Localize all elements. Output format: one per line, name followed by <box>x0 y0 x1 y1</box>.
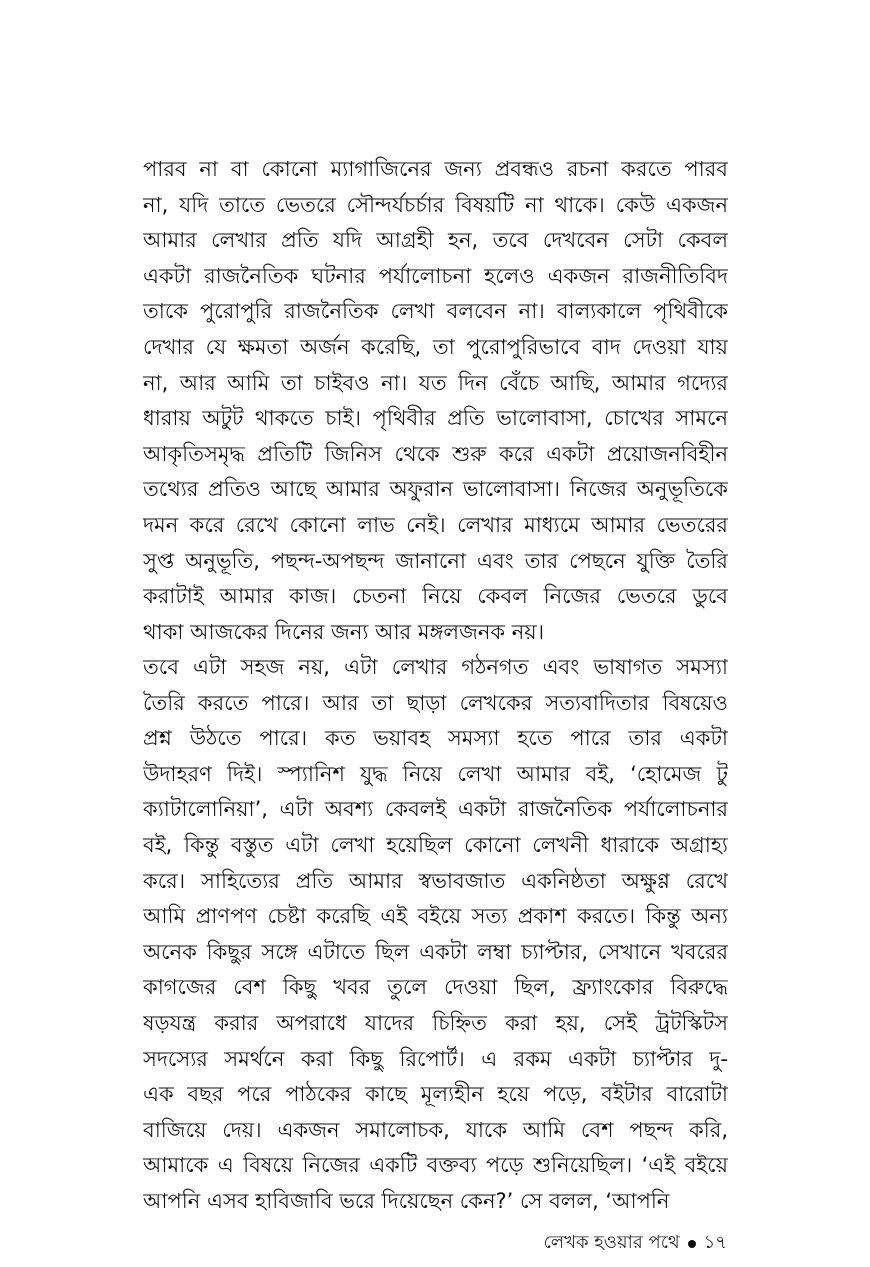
text-line: ষড়যন্ত্র করার অপরাধে যাদের চিহ্নিত করা হয়, সেই ট্রটস্কিটস <box>143 1010 728 1035</box>
text-line: না, আর আমি তা চাইবও না। যত দিন বেঁচে আছি, আমার গদ্যের <box>143 370 728 395</box>
text-line: দেখার যে ক্ষমতা অর্জন করেছি, তা পুরোপুরিভাবে বাদ দেওয়া যায় <box>143 334 728 359</box>
text-line: অনেক কিছুর সঙ্গে এটাতে ছিল একটা লম্বা চ্যাপ্টার, সেখানে খবরের <box>143 939 728 964</box>
text-line: করাটাই আমার কাজ। চেতনা নিয়ে কেবল নিজের ভেতরে ডুবে <box>143 584 728 609</box>
text-line: সুপ্ত অনুভূতি, পছন্দ-অপছন্দ জানানো এবং তার পেছনে যুক্তি তৈরি <box>143 548 728 573</box>
text-line: প্রশ্ন উঠতে পারে। কত ভয়াবহ সমস্যা হতে পারে তার একটা <box>143 726 728 751</box>
text-line: বই, কিন্তু বস্তুত এটা লেখা হয়েছিল কোনো লেখনী ধারাকে অগ্রাহ্য <box>143 832 728 857</box>
text-line: বাজিয়ে দেয়। একজন সমালোচক, যাকে আমি বেশ পছন্দ করি, <box>143 1117 728 1142</box>
text-line: ক্যাটালোনিয়া’, এটা অবশ্য কেবলই একটা রাজনৈতিক পর্যালোচনার <box>143 797 728 822</box>
text-line: করে। সাহিত্যের প্রতি আমার স্বভাবজাত একনিষ্ঠতা অক্ষুণ্ণ রেখে <box>143 868 728 893</box>
text-line: আকৃতিসমৃদ্ধ প্রতিটি জিনিস থেকে শুরু করে একটা প্রয়োজনবিহীন <box>143 441 728 466</box>
text-line: কাগজের বেশ কিছু খবর তুলে দেওয়া ছিল, ফ্র্যাংকোর বিরুদ্ধে <box>143 975 728 1000</box>
text-line: উদাহরণ দিই। স্প্যানিশ যুদ্ধ নিয়ে লেখা আমার বই, ‘হোমেজ টু <box>143 761 728 786</box>
text-line: তৈরি করতে পারে। আর তা ছাড়া লেখকের সত্যবাদিতার বিষয়েও <box>143 690 728 715</box>
text-line: আমি প্রাণপণ চেষ্টা করেছি এই বইয়ে সত্য প্রকাশ করতে। কিন্তু অন্য <box>143 904 728 929</box>
text-line: পারব না বা কোনো ম্যাগাজিনের জন্য প্রবন্ধও রচনা করতে পারব <box>143 157 728 181</box>
bullet-separator <box>688 1240 696 1248</box>
text-line: তাকে পুরোপুরি রাজনৈতিক লেখা বলবেন না। বাল্যকালে পৃথিবীকে <box>143 299 728 324</box>
text-line: তবে এটা সহজ নয়, এটা লেখার গঠনগত এবং ভাষাগত সমস্যা <box>143 655 728 679</box>
running-title: লেখক হওয়ার পথে <box>543 1232 680 1253</box>
text-line: একটা রাজনৈতিক ঘটনার পর্যালোচনা হলেও একজন রাজনীতিবিদ <box>143 263 728 288</box>
paragraph-2 <box>143 650 728 1220</box>
text-line: সদস্যের সমর্থনে করা কিছু রিপোর্ট। এ রকম একটা চ্যাপ্টার দু- <box>143 1046 728 1071</box>
text-line: আমাকে এ বিষয়ে নিজের একটি বক্তব্য পড়ে শুনিয়েছিল। ‘এই বইয়ে <box>143 1153 728 1178</box>
text-line: তথ্যের প্রতিও আছে আমার অফুরান ভালোবাসা। নিজের অনুভূতিকে <box>143 477 728 502</box>
text-line: এক বছর পরে পাঠকের কাছে মূল্যহীন হয়ে পড়ে, বইটার বারোটা <box>143 1082 728 1107</box>
paragraph-1 <box>143 152 728 650</box>
text-line: আপনি এসব হাবিজাবি ভরে দিয়েছেন কেন?’ সে বলল, ‘আপনি <box>143 1188 670 1213</box>
text-line: আমার লেখার প্রতি যদি আগ্রহী হন, তবে দেখবেন সেটা কেবল <box>143 228 728 253</box>
text-line: ধারায় অটুট থাকতে চাই। পৃথিবীর প্রতি ভালোবাসা, চোখের সামনে <box>143 406 728 431</box>
text-line: থাকা আজকের দিনের জন্য আর মঙ্গলজনক নয়। <box>143 619 545 644</box>
text-line: দমন করে রেখে কোনো লাভ নেই। লেখার মাধ্যমে আমার ভেতরের <box>143 512 728 537</box>
page-footer <box>544 1228 728 1259</box>
page-number: ১৭ <box>703 1232 727 1253</box>
text-line: না, যদি তাতে ভেতরে সৌন্দর্যচর্চার বিষয়টি না থাকে। কেউ একজন <box>143 192 728 217</box>
